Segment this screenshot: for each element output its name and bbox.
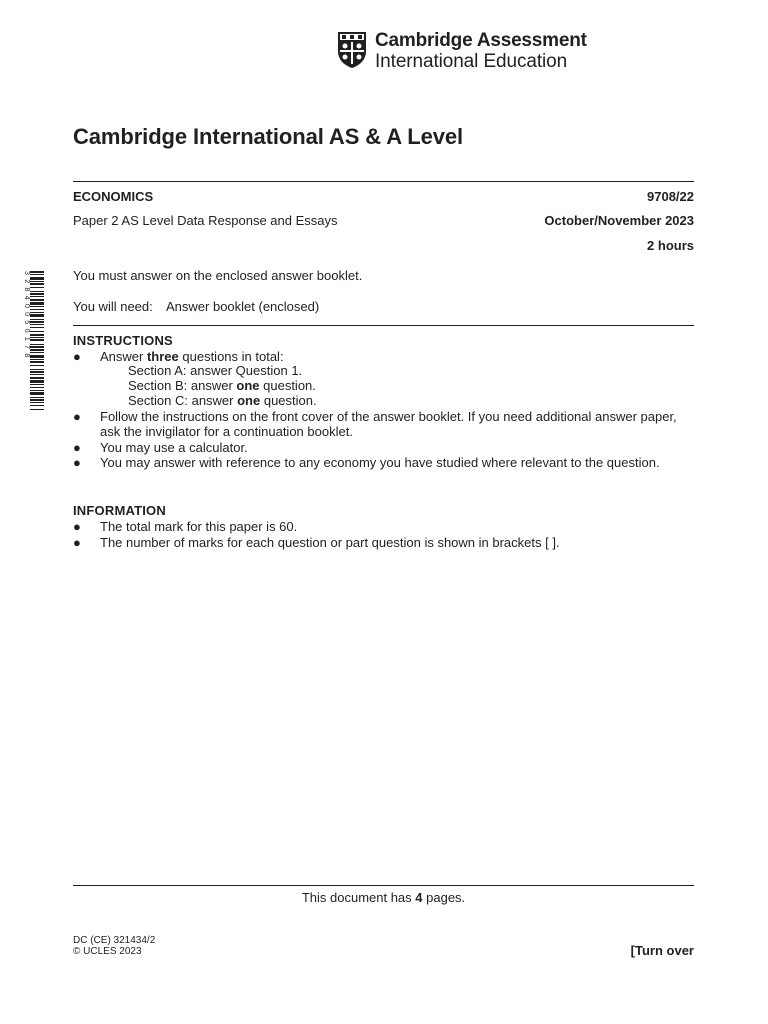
- instructions-heading: INSTRUCTIONS: [73, 333, 173, 348]
- bullet: ●: [73, 349, 81, 364]
- section-b: Section B: answer one question.: [128, 378, 316, 393]
- logo-line2: International Education: [375, 51, 568, 72]
- section-a: Section A: answer Question 1.: [128, 363, 303, 378]
- bullet: ●: [73, 455, 81, 470]
- page-count: This document has 4 pages.: [301, 890, 466, 905]
- copyright: © UCLES 2023: [73, 946, 142, 957]
- turn-over: [Turn over: [630, 943, 694, 958]
- section-c: Section C: answer one question.: [128, 393, 317, 408]
- instruction-1: Answer three questions in total:: [100, 349, 284, 364]
- instruction-2-line1: Follow the instructions on the front cover of the answer booklet. If you need additional answer paper,: [100, 409, 677, 424]
- need-value: Answer booklet (enclosed): [166, 299, 320, 314]
- need-label: You will need:: [73, 299, 153, 314]
- subject: ECONOMICS: [73, 189, 154, 204]
- duration: 2 hours: [647, 238, 694, 253]
- instruction-2-line2: ask the invigilator for a continuation booklet.: [100, 424, 353, 439]
- divider-bottom: [73, 885, 694, 886]
- divider-top: [73, 181, 694, 182]
- information-heading: INFORMATION: [73, 503, 166, 518]
- page-title: Cambridge International AS & A Level: [73, 124, 464, 149]
- information-2: The number of marks for each question or part question is shown in brackets [ ].: [100, 535, 560, 550]
- answer-on: You must answer on the enclosed answer booklet.: [73, 268, 363, 283]
- barcode-number: 3 2 8 4 0 0 5 0 1 7 8: [23, 271, 30, 359]
- document-ref: DC (CE) 321434/2: [73, 935, 156, 946]
- bullet: ●: [73, 519, 81, 534]
- session: October/November 2023: [544, 213, 694, 228]
- instruction-3: You may use a calculator.: [100, 440, 248, 455]
- barcode: [30, 271, 44, 411]
- instruction-4: You may answer with reference to any economy you have studied where relevant to the question.: [100, 455, 660, 470]
- cambridge-shield-icon: [337, 31, 367, 69]
- bullet: ●: [73, 440, 81, 455]
- paper-name: Paper 2 AS Level Data Response and Essays: [73, 213, 338, 228]
- information-1: The total mark for this paper is 60.: [100, 519, 298, 534]
- divider-mid: [73, 325, 694, 326]
- paper-code: 9708/22: [647, 189, 694, 204]
- cambridge-logo: [337, 30, 587, 73]
- bullet: ●: [73, 535, 81, 550]
- bullet: ●: [73, 409, 81, 424]
- logo-line1: Cambridge Assessment: [375, 30, 587, 51]
